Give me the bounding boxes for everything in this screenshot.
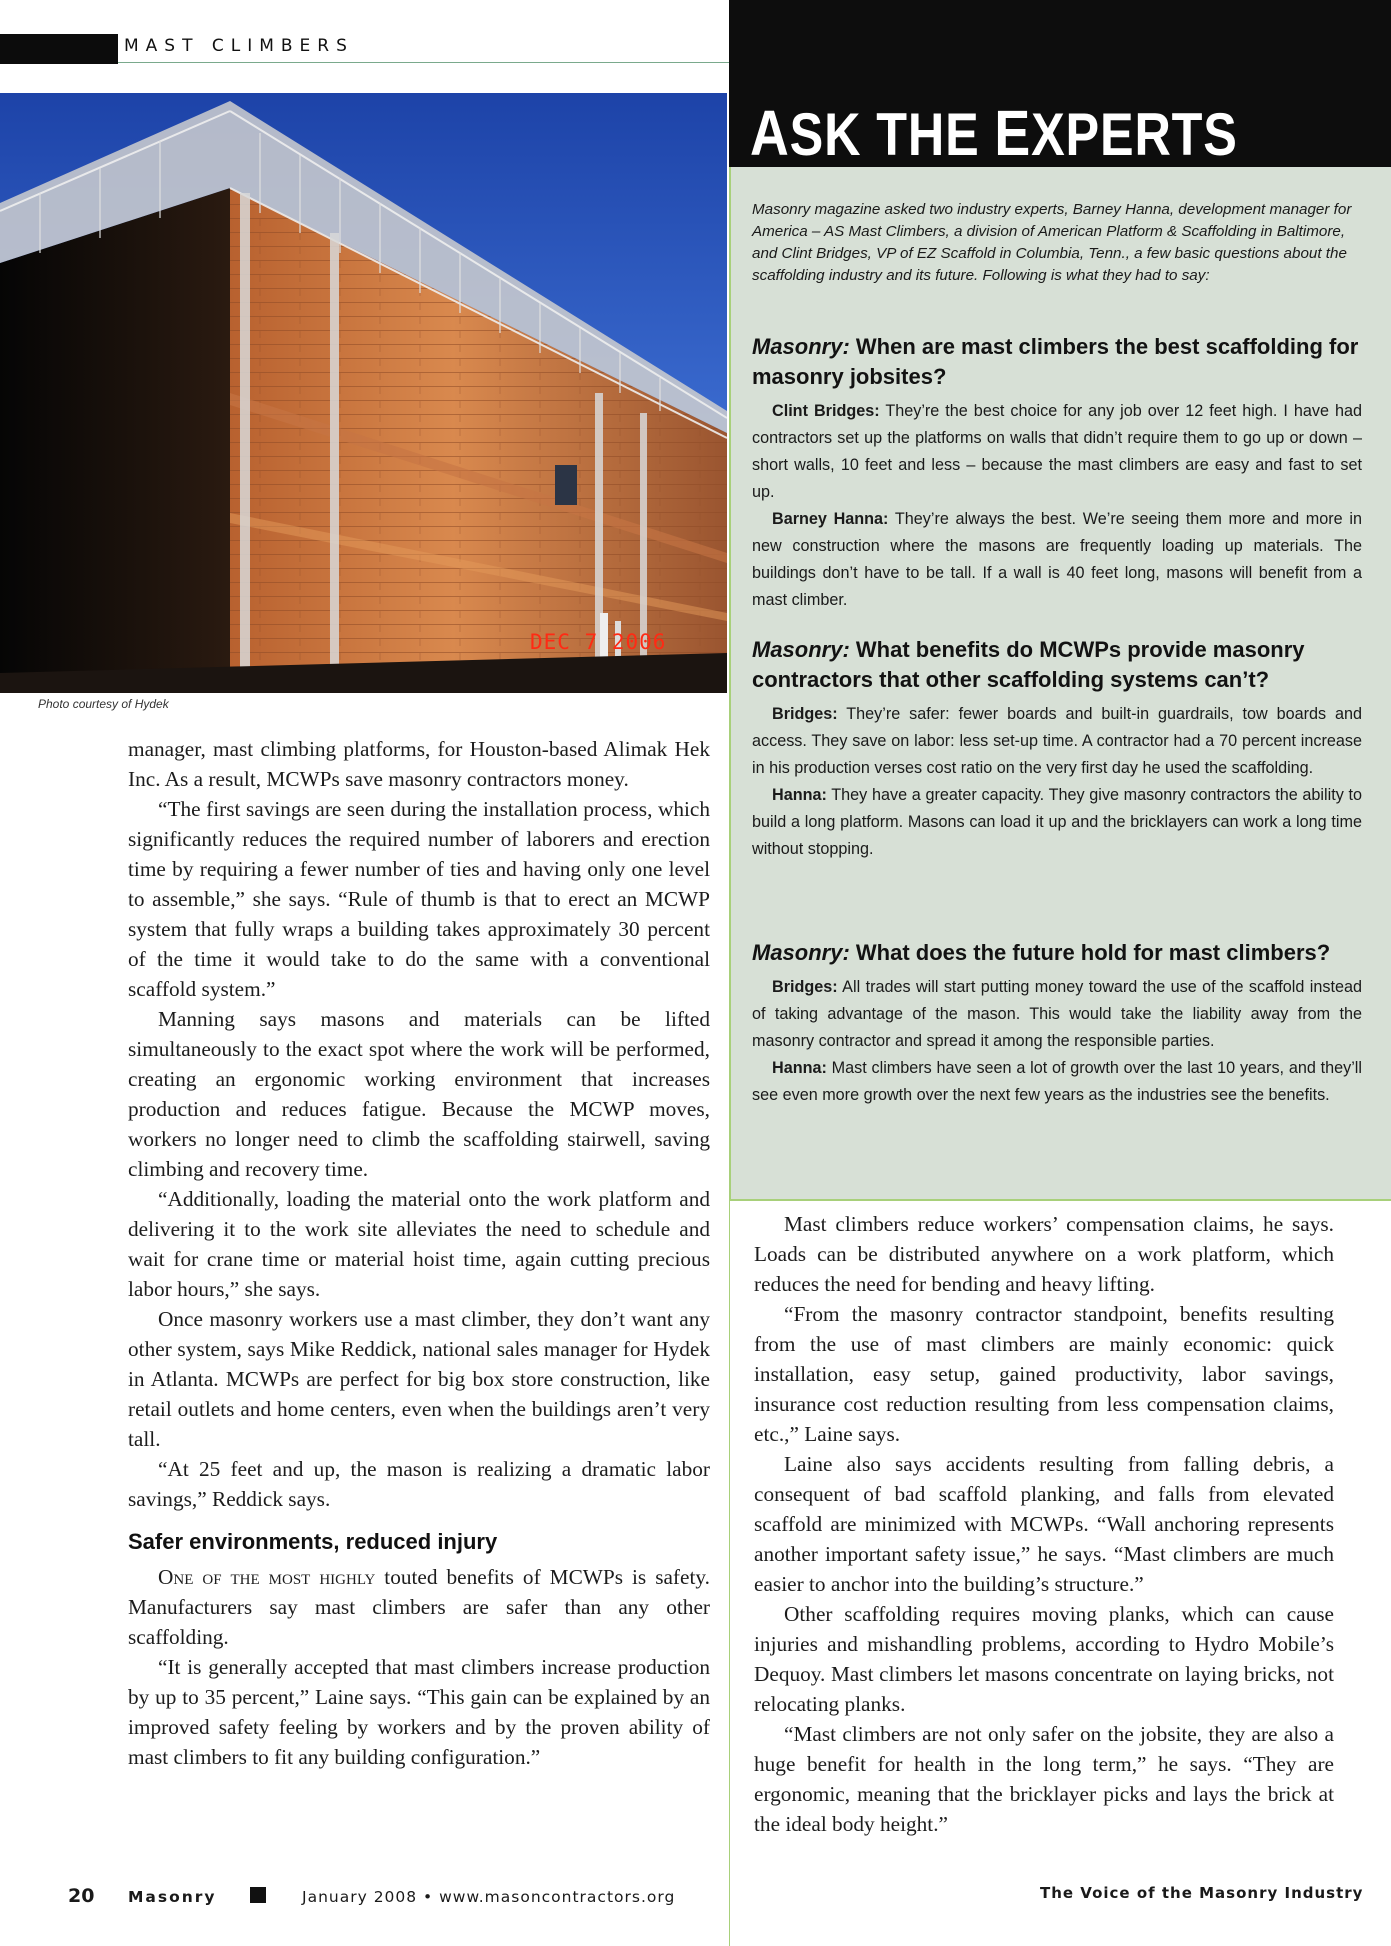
article-paragraph [128, 1562, 710, 1652]
article-paragraph: “The first savings are seen during the installation process, which significantly reduces the required number of laborers and erection time by requiring a fewer number of ties and having only one level to assemble,” she says. “Rule of thumb is that to erect an MCWP system that fully wraps a building takes approximately 30 percent of the time it would take to do the same with a conventional scaffold system.” [128, 797, 710, 1001]
speaker-name: Clint Bridges: [772, 402, 880, 420]
building-illustration [0, 93, 727, 693]
article-paragraph: “From the masonry contractor standpoint, benefits resulting from the use of mast climbers are mainly economic: quick installation, easy setup, gained productivity, labor savings, insurance cost reduction resulting from less compensation claims, etc.,” Laine says. [754, 1302, 1334, 1446]
qa-block [752, 635, 1362, 863]
answer-paragraph: Clint Bridges: They’re the best choice for any job over 12 feet high. I have had contractors set up the platforms on walls that didn’t require them to go up or down – short walls, 10 feet and less – because the mast climbers are easy and fast to set up. [752, 402, 1362, 501]
speaker-name: Bridges: [772, 705, 838, 723]
answer-paragraph: Hanna: Mast climbers have seen a lot of growth over the last 10 years, and they’ll see even more growth over the next few years as the industries see the benefits. [752, 1059, 1362, 1104]
answer-paragraph: Barney Hanna: They’re always the best. We’re seeing them more and more in new construction where the masons are frequently loading up materials. The buildings don’t have to be tall. If a wall is 40 feet long, masons will benefit from a mast climber. [752, 510, 1362, 609]
footer-tagline: The Voice of the Masonry Industry [1040, 1884, 1364, 1902]
answer-paragraph: Hanna: They have a greater capacity. They give masonry contractors the ability to build a long platform. Masons can load it up and the bricklayers can work a long time without stopping. [752, 786, 1362, 858]
issue-date-url: January 2008 • www.masoncontractors.org [302, 1888, 676, 1906]
article-subhead: Safer environments, reduced injury [128, 1529, 498, 1554]
section-header-bar [0, 34, 118, 64]
article-paragraph: Mast climbers reduce workers’ compensation claims, he says. Loads can be distributed anywhere on a work platform, which reduces the need for bending and heavy lifting. [754, 1212, 1334, 1296]
lead-in-rest: touted benefits of MCWPs is safety. Manufacturers say mast climbers are safer than any other scaffolding. [128, 1565, 710, 1649]
article-paragraph: Once masonry workers use a mast climber, they don’t want any other system, says Mike Reddick, national sales manager for Hydek in Atlanta. MCWPs are perfect for big box store construction, like retail outlets and home centers, even when the buildings aren’t very tall. [128, 1307, 710, 1451]
lead-in-smallcaps: One of the most highly [158, 1565, 376, 1589]
speaker-name: Hanna: [772, 1059, 827, 1077]
page-number: 20 [68, 1885, 95, 1907]
article-paragraph: “It is generally accepted that mast climbers increase production by up to 35 percent,” Laine says. “This gain can be explained by an improved safety feeling by workers and by the proven ability of mast climbers to fit any building configuration.” [128, 1655, 710, 1769]
sidebar-bottom-rule [729, 1199, 1391, 1201]
magazine-name: Masonry [128, 1888, 217, 1906]
article-column-left [128, 734, 710, 1772]
article-paragraph: Other scaffolding requires moving planks, which can cause injuries and mishandling problems, according to Hydro Mobile’s Dequoy. Mast climbers let masons concentrate on laying bricks, not relocating planks. [754, 1602, 1334, 1716]
speaker-name: Bridges: [772, 978, 838, 996]
sidebar-intro: Masonry magazine asked two industry experts, Barney Hanna, development manager for America – AS Mast Climbers, a division of American Platform & Scaffolding in Baltimore, and Clint Bridges, VP of EZ Scaffold in Columbia, Tenn., a few basic questions about the scaffolding industry and its future. Following is what they had to say: [752, 201, 1352, 284]
article-paragraph: Manning says masons and materials can be lifted simultaneously to the exact spot where the work will be performed, creating an ergonomic working environment that increases production and reduces fatigue. Because the MCWP moves, workers no longer need to climb the scaffolding stairwell, saving climbing and recovery time. [128, 1007, 710, 1181]
qa-block [752, 938, 1362, 1109]
photo-credit: Photo courtesy of Hydek [38, 697, 169, 711]
question-heading: Masonry: What does the future hold for mast climbers? [752, 940, 1331, 965]
qa-block [752, 332, 1362, 614]
speaker-name: Barney Hanna: [772, 510, 889, 528]
article-paragraph: “Additionally, loading the material onto the work platform and delivering it to the work site alleviates the need to schedule and wait for crane time or material hoist time, again cutting precious labor hours,” she says. [128, 1187, 710, 1301]
question-heading: Masonry: What benefits do MCWPs provide masonry contractors that other scaffolding systems can’t? [752, 637, 1305, 692]
answer-paragraph: Bridges: All trades will start putting money toward the use of the scaffold instead of taking advantage of the mason. This would take the liability away from the masonry contractor and spread it among the responsible parties. [752, 978, 1362, 1050]
article-paragraph: manager, mast climbing platforms, for Houston-based Alimak Hek Inc. As a result, MCWPs save masonry contractors money. [128, 737, 710, 791]
question-heading: Masonry: When are mast climbers the best scaffolding for masonry jobsites? [752, 334, 1359, 389]
header-rule [118, 62, 730, 63]
photo-date-stamp: DEC 7 2006 [530, 630, 667, 654]
speaker-name: Hanna: [772, 786, 827, 804]
sidebar-title: ASK THE EXPERTS [750, 97, 1238, 169]
building-photo [0, 93, 727, 693]
answer-paragraph: Bridges: They’re safer: fewer boards and built-in guardrails, tow boards and access. They save on labor: less set-up time. A contractor had a 70 percent increase in his production verses cost ratio on the very first day he used the scaffolding. [752, 705, 1362, 777]
article-column-right [754, 1209, 1334, 1839]
column-divider [729, 1200, 730, 1946]
article-paragraph: Laine also says accidents resulting from falling debris, a consequent of bad scaffold planking, and falls from elevated scaffold are minimized with MCWPs. “Wall anchoring represents another important safety issue,” he says. “Mast climbers are much easier to anchor into the building’s structure.” [754, 1452, 1334, 1596]
article-paragraph: “At 25 feet and up, the mason is realizing a dramatic labor savings,” Reddick says. [128, 1457, 710, 1511]
section-header-label: MAST CLIMBERS [124, 36, 354, 56]
footer-square-icon [250, 1887, 266, 1903]
article-paragraph: “Mast climbers are not only safer on the jobsite, they are also a huge benefit for health in the long term,” he says. “They are ergonomic, meaning that the bricklayer picks and lays the brick at the ideal body height.” [754, 1722, 1334, 1836]
